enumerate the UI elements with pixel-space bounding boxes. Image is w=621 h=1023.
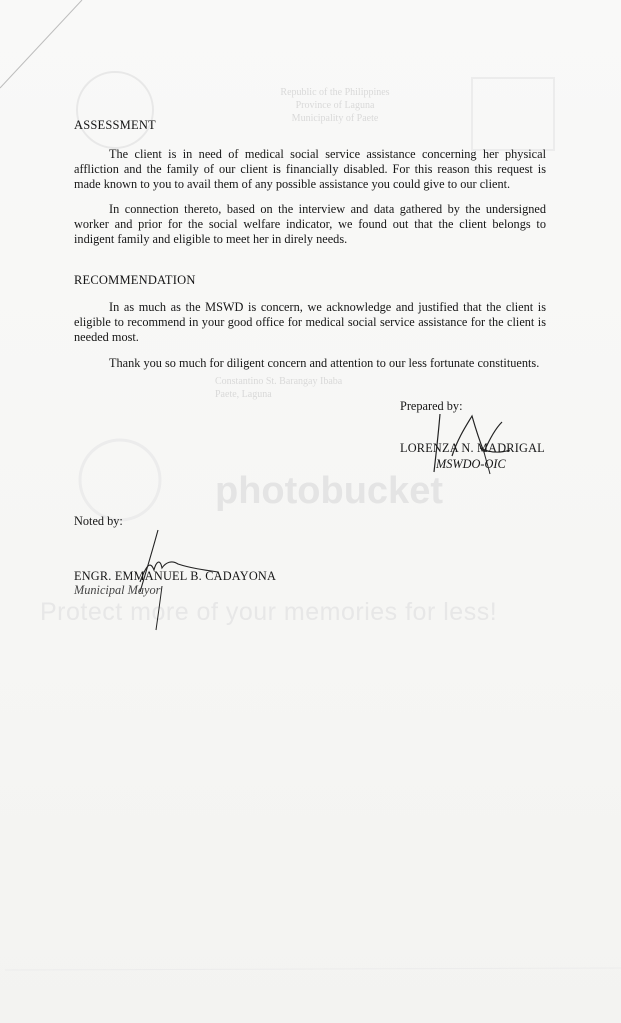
ghost-address-line: Paete, Laguna <box>215 389 272 400</box>
assessment-paragraph-2 <box>74 202 546 247</box>
recommendation-heading: RECOMMENDATION <box>74 273 196 287</box>
assessment-paragraph-2-text: In connection thereto, based on the interview and data gathered by the undersigned worker and prior for the social welfare indicator, we found out that the client belongs to indigent family and eligible to meet her in direly needs. <box>74 202 546 246</box>
noter-title: Municipal Mayor <box>74 583 161 597</box>
recommendation-paragraph-1-text: In as much as the MSWD is concern, we acknowledge and justified that the client is eligible to recommend in your good office for medical social service assistance for the client is needed most. <box>74 300 546 344</box>
assessment-paragraph-1 <box>74 147 546 192</box>
ghost-header-line: Republic of the Philippines <box>280 87 390 98</box>
recommendation-paragraph-2 <box>74 356 546 371</box>
preparer-title: MSWDO-OIC <box>436 457 506 471</box>
watermark-tagline: Protect more of your memories for less! <box>40 598 498 626</box>
prepared-by-label: Prepared by: <box>400 399 463 413</box>
assessment-heading: ASSESSMENT <box>74 118 156 132</box>
recommendation-paragraph-1 <box>74 300 546 345</box>
ghost-header-line: Province of Laguna <box>295 100 375 111</box>
watermark-brand: photobucket <box>215 470 443 512</box>
ghost-address <box>215 375 342 401</box>
assessment-paragraph-1-text: The client is in need of medical social service assistance concerning her physical affliction and the family of our client is financially disabled. For this reason this request is made known to you to avail them of any possible assistance you could give to our client. <box>74 147 546 191</box>
ghost-address-line: Constantino St. Barangay Ibaba <box>215 376 343 387</box>
ghost-header-line: Municipality of Paete <box>291 113 379 124</box>
noter-name: ENGR. EMMANUEL B. CADAYONA <box>74 569 277 583</box>
preparer-name: LORENZA N. MADRIGAL <box>400 441 545 455</box>
recommendation-paragraph-2-text: Thank you so much for diligent concern and attention to our less fortunate constituents. <box>109 356 540 370</box>
ghost-header <box>250 86 420 125</box>
noted-by-label: Noted by: <box>74 514 123 528</box>
